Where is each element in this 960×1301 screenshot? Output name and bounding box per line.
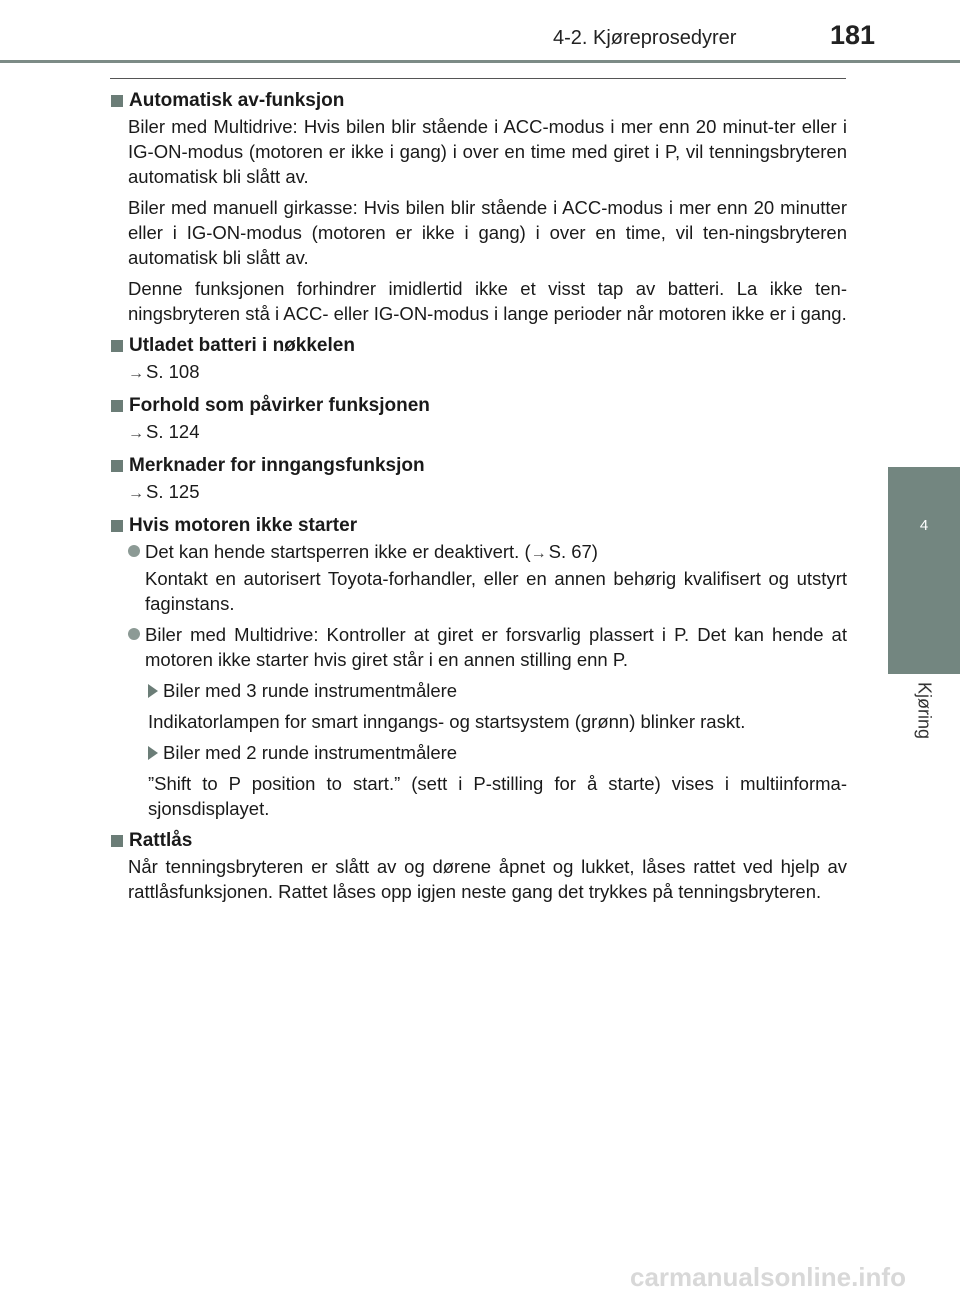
circle-bullet-icon [128,545,140,557]
reference-text: S. 125 [146,481,200,502]
section-no-start [111,513,847,821]
page-reference[interactable] [128,419,847,446]
bullet-item [128,622,847,672]
section-battery [111,333,847,386]
triangle-right-icon [148,684,158,698]
bullet-text-end: Kontakt en autorisert Toyota-forhandler, eller en annen behørig kvalifisert og utstyrt faginstans. [145,568,847,614]
chapter-number: 4 [919,517,929,534]
section-auto-off [111,88,847,326]
heading-text: Rattlås [129,830,193,851]
section-heading [111,333,847,359]
square-icon [111,520,123,532]
chapter-label [888,676,960,796]
reference-text: S. 108 [146,361,200,382]
bullet-text [145,539,847,616]
section-heading [111,453,847,479]
bullet-text: Biler med Multidrive: Kontroller at giret er forsvarlig plassert i P. Det kan hende at motoren ikke starter hvis giret står i en annen stilling enn P. [145,624,847,670]
page-number: 181 [830,20,876,50]
section-title: 4-2. Kjøreprosedyrer [553,27,737,49]
square-icon [111,460,123,472]
heading-text: Merknader for inngangsfunksjon [129,455,425,476]
section-heading [111,828,847,854]
page-content [111,88,847,911]
sub-paragraph: Indikatorlampen for smart inngangs- og startsystem (grønn) blinker raskt. [148,711,746,732]
paragraph: Denne funksjonen forhindrer imidlertid ikke et visst tap av batteri. La ikke ten-ningsbryteren stå i ACC- eller IG-ON-modus i lange perioder når motoren ikke er i gang. [128,278,847,324]
triangle-right-icon [148,746,158,760]
heading-text: Hvis motoren ikke starter [129,515,358,536]
square-icon [111,400,123,412]
heading-text: Automatisk av-funksjon [129,90,345,111]
heading-text: Utladet batteri i nøkkelen [129,335,355,356]
circle-bullet-icon [128,628,140,640]
paragraph: Biler med manuell girkasse: Hvis bilen blir stående i ACC-modus i mer enn 20 minutter eller i IG-ON-modus (motoren er ikke i gang) i over en time, vil ten-ningsbryteren automatisk bli slått av. [128,197,847,268]
arrow-right-icon: → [128,425,144,442]
bullet-item [128,539,847,616]
sub-paragraph: ”Shift to P position to start.” (sett i P-stilling for å starte) vises i multiinforma-sjonsdisplayet. [148,773,847,819]
page-reference[interactable] [128,359,847,386]
content-divider [110,78,846,79]
section-heading [111,513,847,539]
page-reference[interactable]: S. 67) [548,541,598,562]
arrow-right-icon: → [128,485,144,502]
square-icon [111,95,123,107]
section-heading [111,393,847,419]
sub-heading [148,678,847,703]
arrow-right-icon: → [128,365,144,382]
paragraph: Biler med Multidrive: Hvis bilen blir stående i ACC-modus i mer enn 20 minut-ter eller i IG-ON-modus (motoren er ikke i gang) i over en time med giret i P, vil tenningsbryteren automatisk bli slått av. [128,116,847,187]
header-divider [0,60,960,63]
section-heading [111,88,847,114]
page-reference[interactable] [128,479,847,506]
sub-heading-text: Biler med 2 runde instrumentmålere [163,742,458,763]
square-icon [111,340,123,352]
arrow-right-icon: → [530,545,547,562]
sub-heading [148,740,847,765]
chapter-label-text: Kjøring [914,682,935,740]
paragraph: Når tenningsbryteren er slått av og dørene åpnet og lukket, låses rattet ved hjelp av rattlåsfunksjonen. Rattet låses opp igjen neste gang det trykkes på tenningsbryteren. [128,856,847,902]
sub-heading-text: Biler med 3 runde instrumentmålere [163,680,458,701]
square-icon [111,835,123,847]
section-notes [111,453,847,506]
section-conditions [111,393,847,446]
chapter-tab[interactable] [888,467,960,674]
bullet-text-start: Det kan hende startsperren ikke er deaktivert. ( [145,541,531,562]
heading-text: Forhold som påvirker funksjonen [129,395,430,416]
section-steering-lock [111,828,847,904]
watermark: carmanualsonline.info [630,1262,906,1292]
reference-text: S. 124 [146,421,200,442]
